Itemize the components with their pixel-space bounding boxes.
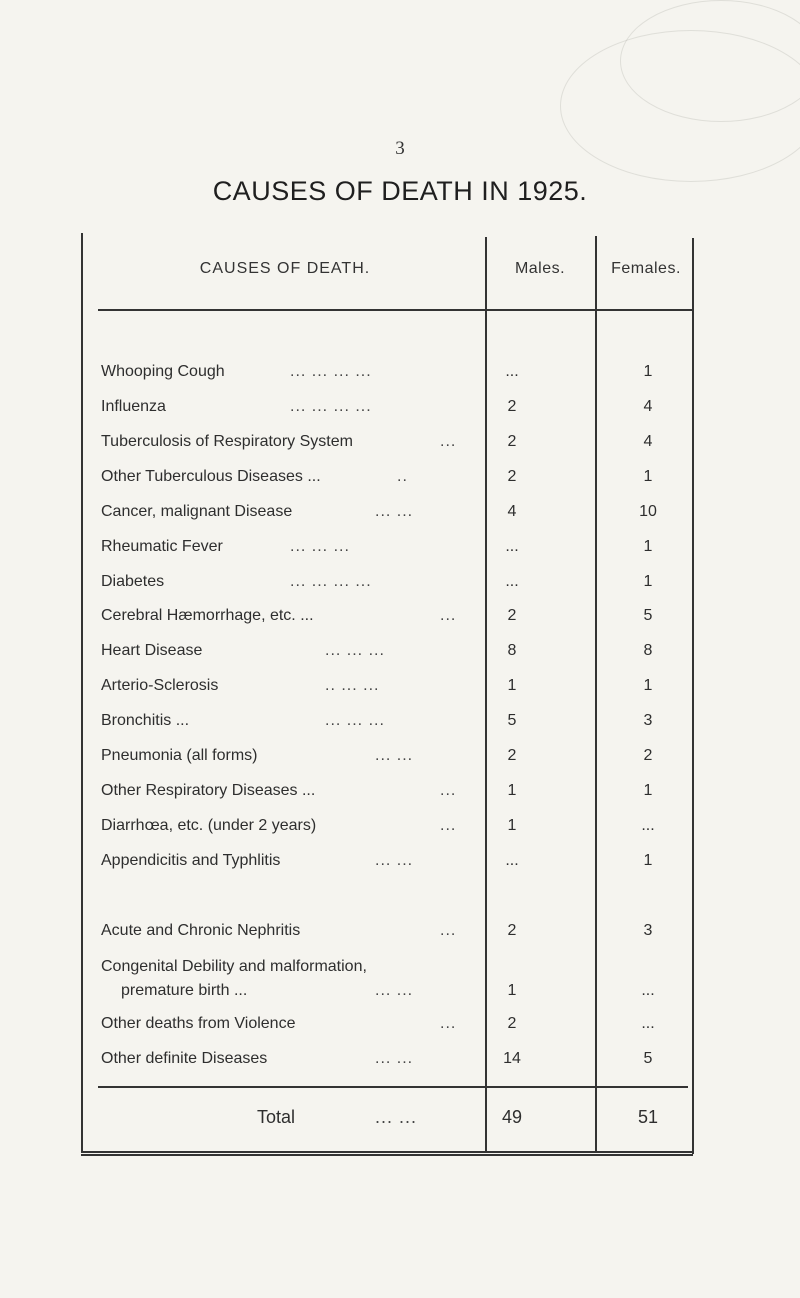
leader-dots: ... [440,1015,457,1032]
cause-label: Other Tuberculous Diseases ... [101,468,321,485]
header-males: Males. [514,260,566,277]
leader-dots: ... ... [375,1050,414,1067]
table-row [0,852,800,882]
total-males-value: 49 [501,1107,523,1127]
cause-label: Tuberculosis of Respiratory System [101,433,353,450]
page-number: 3 [395,138,405,159]
total-females-value: 51 [637,1107,659,1127]
cause-label: Other definite Diseases [101,1050,268,1067]
table-row [0,958,800,1014]
leader-dots: ... [440,607,457,624]
table-row [0,468,800,498]
females-value: 1 [643,363,653,380]
females-value: 1 [643,852,653,869]
table-row [0,398,800,428]
cause-label: Other Respiratory Diseases ... [101,782,316,799]
leader-dots: ... [440,433,457,450]
table-row [0,677,800,707]
females-value: 1 [643,538,653,555]
cause-label: Appendicitis and Typhlitis [101,852,281,869]
leader-dots: ... ... [375,852,414,869]
cause-label: Whooping Cough [101,363,225,380]
leader-dots: ... ... ... ... [290,573,372,590]
females-value: 1 [643,677,653,694]
table-row [0,573,800,603]
females-value: 3 [643,922,653,939]
cause-label: Cancer, malignant Disease [101,503,293,520]
females-value: 5 [643,1050,653,1067]
table-row [0,607,800,637]
cause-label: Bronchitis ... [101,712,190,729]
table-row [0,363,800,393]
males-value: 2 [507,433,517,450]
cause-label-line2: premature birth ... [121,982,248,999]
males-value: ... [505,538,519,555]
males-value: ... [505,852,519,869]
males-value: 2 [507,1015,517,1032]
females-value: 3 [643,712,653,729]
table-row [0,433,800,463]
leader-dots: ... ... ... [290,538,350,555]
males-value: 2 [507,922,517,939]
cause-label: Acute and Chronic Nephritis [101,922,301,939]
cause-label: Heart Disease [101,642,203,659]
table-row [0,747,800,777]
females-value: 1 [643,468,653,485]
table-row [0,1050,800,1080]
leader-dots: .. ... ... [325,677,380,694]
males-value: 2 [507,747,517,764]
table-row [0,503,800,533]
leader-dots: ... ... [375,503,414,520]
table-row [0,1015,800,1045]
table-row [0,782,800,812]
females-value: 5 [643,607,653,624]
leader-dots: ... ... [375,982,414,999]
males-value: 14 [503,1050,521,1067]
males-value: ... [505,573,519,590]
cause-label: Diarrhœa, etc. (under 2 years) [101,817,317,834]
cause-label: Pneumonia (all forms) [101,747,258,764]
table-row [0,712,800,742]
females-value: 10 [639,503,657,520]
males-value: 1 [507,982,517,999]
males-value: 4 [507,503,517,520]
females-value: 4 [643,433,653,450]
females-value: 2 [643,747,653,764]
males-value: 2 [507,468,517,485]
females-value: ... [641,982,655,999]
males-value: 1 [507,677,517,694]
males-value: ... [505,363,519,380]
males-value: 8 [507,642,517,659]
page-title: CAUSES OF DEATH IN 1925. [212,176,588,206]
leader-dots: ... [440,817,457,834]
females-value: 1 [643,782,653,799]
table-row [0,922,800,952]
females-value: 8 [643,642,653,659]
cause-label: Other deaths from Violence [101,1015,296,1032]
table-row [0,642,800,672]
females-value: 4 [643,398,653,415]
table-row [0,817,800,847]
header-females: Females. [611,260,681,277]
table-row [0,538,800,568]
males-value: 5 [507,712,517,729]
cause-label: Arterio-Sclerosis [101,677,219,694]
leader-dots: ... ... ... [325,712,385,729]
cause-label: Cerebral Hæmorrhage, etc. ... [101,607,314,624]
females-value: ... [641,1015,655,1032]
leader-dots: ... ... ... [325,642,385,659]
leader-dots: ... [440,922,457,939]
males-value: 1 [507,782,517,799]
males-value: 2 [507,398,517,415]
leader-dots: ... ... ... ... [290,398,372,415]
cause-label: Diabetes [101,573,165,590]
leader-dots: ... ... [375,747,414,764]
cause-label: Influenza [101,398,166,415]
females-value: ... [641,817,655,834]
males-value: 1 [507,817,517,834]
cause-label: Rheumatic Fever [101,538,223,555]
leader-dots: ... ... ... ... [290,363,372,380]
total-row [0,1107,800,1137]
females-value: 1 [643,573,653,590]
leader-dots: ... ... [375,1107,418,1127]
total-label: Total [257,1107,296,1127]
leader-dots: ... [440,782,457,799]
males-value: 2 [507,607,517,624]
leader-dots: .. [397,468,408,485]
header-cause: CAUSES OF DEATH. [199,260,371,277]
cause-label: Congenital Debility and malformation, [101,958,367,975]
